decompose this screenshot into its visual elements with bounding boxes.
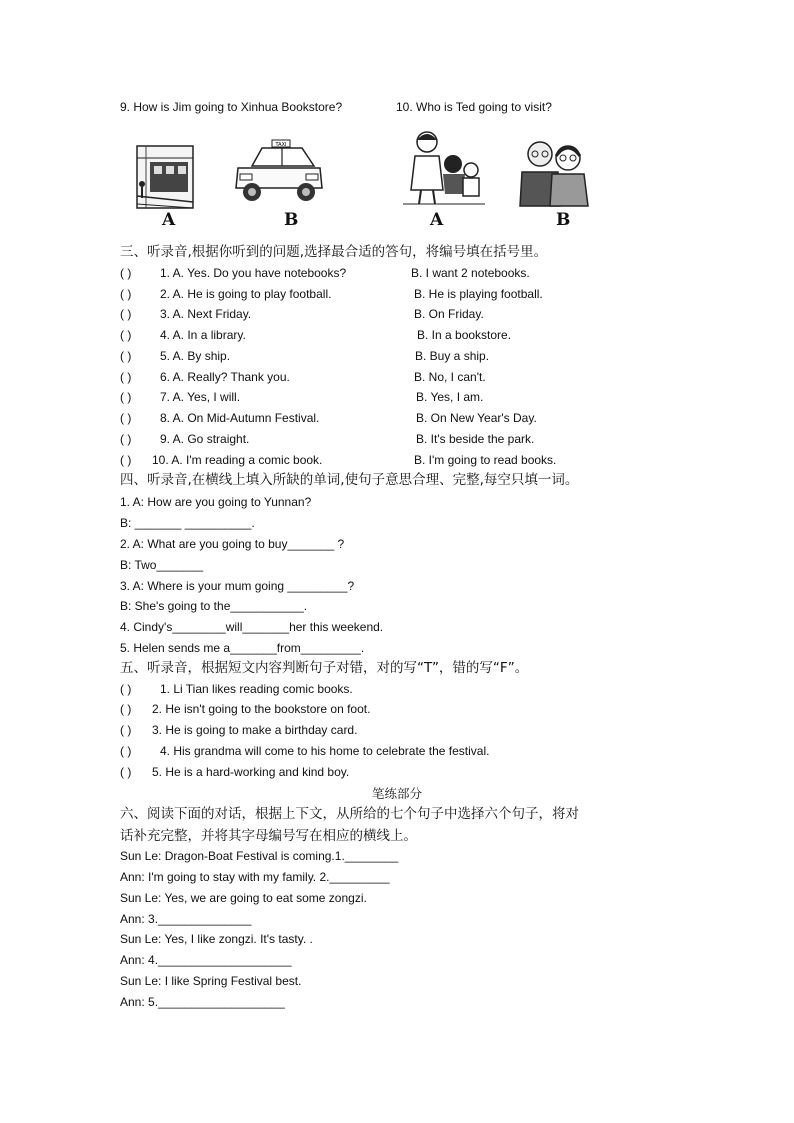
fill-line[interactable]: B: She's going to the___________. [120,599,308,613]
option-label-9a: A [162,210,176,230]
answer-paren[interactable]: ( ) [120,723,132,737]
option-a: 8. A. On Mid-Autumn Festival. [160,411,320,425]
option-b: B. Yes, I am. [416,390,484,404]
section-4-title: 四、听录音,在横线上填入所缺的单词,使句子意思合理、完整,每空只填一词。 [120,472,579,488]
written-section-heading: 笔练部分 [371,786,422,801]
dialogue-line[interactable]: Ann: 5.___________________ [120,995,285,1009]
option-b: B. He is playing football. [414,287,543,301]
answer-paren[interactable]: ( ) [120,307,132,321]
answer-paren[interactable]: ( ) [120,453,132,467]
statement-text: 3. He is going to make a birthday card. [152,723,358,737]
dialogue-line: Sun Le: I like Spring Festival best. [120,974,302,988]
option-a: 7. A. Yes, I will. [160,390,241,404]
answer-paren[interactable]: ( ) [120,328,132,342]
option-a: 2. A. He is going to play football. [160,287,332,301]
dialogue-line[interactable]: Ann: 4.____________________ [120,953,292,967]
statement-text: 5. He is a hard-working and kind boy. [152,765,350,779]
dialogue-line: Sun Le: Yes, we are going to eat some zongzi. [120,891,367,905]
dialogue-line[interactable]: Ann: 3.______________ [120,912,252,926]
fill-line[interactable]: 2. A: What are you going to buy_______ ? [120,537,345,551]
option-b: B. No, I can't. [414,370,486,384]
dialogue-line[interactable]: Ann: I'm going to stay with my family. 2._________ [120,870,390,884]
taxi-sign-text: TAXI [275,142,287,148]
dialogue-line: Sun Le: Yes, I like zongzi. It's tasty. . [120,932,313,946]
answer-paren[interactable]: ( ) [120,432,132,446]
answer-paren[interactable]: ( ) [120,390,132,404]
option-label-10a: A [430,210,444,230]
fill-line[interactable]: B: _______ __________. [120,516,255,530]
answer-paren[interactable]: ( ) [120,370,132,384]
question-9: 9. How is Jim going to Xinhua Bookstore? [120,100,343,114]
answer-paren[interactable]: ( ) [120,266,132,280]
fill-line: 1. A: How are you going to Yunnan? [120,495,312,509]
option-a: 6. A. Really? Thank you. [160,370,290,384]
statement-text: 4. His grandma will come to his home to celebrate the festival. [160,744,490,758]
option-b: B. In a bookstore. [417,328,512,342]
statement-text: 1. Li Tian likes reading comic books. [160,682,353,696]
section-3-title: 三、听录音,根据你听到的问题,选择最合适的答句，将编号填在括号里。 [120,244,548,260]
answer-paren[interactable]: ( ) [120,349,132,363]
answer-paren[interactable]: ( ) [120,702,132,716]
answer-paren[interactable]: ( ) [120,744,132,758]
dialogue-line[interactable]: Sun Le: Dragon-Boat Festival is coming.1.________ [120,849,399,863]
option-a: 9. A. Go straight. [160,432,250,446]
option-b: B. On New Year's Day. [416,411,537,425]
option-a: 3. A. Next Friday. [160,307,252,321]
answer-paren[interactable]: ( ) [120,765,132,779]
taxi-picture [232,138,326,206]
question-10: 10. Who is Ted going to visit? [396,100,552,114]
option-label-10b: B [556,210,571,230]
option-b: B. I want 2 notebooks. [411,266,530,280]
section-6-title-line1: 六、阅读下面的对话，根据上下文，从所给的七个句子中选择六个句子，将对 [120,806,579,822]
fill-line[interactable]: 5. Helen sends me a_______from_________. [120,641,365,655]
statement-text: 2. He isn't going to the bookstore on foot. [152,702,371,716]
section-6-title-line2: 话补充完整，并将其字母编号写在相应的横线上。 [120,828,417,844]
grandparents-picture [516,136,592,208]
fill-line[interactable]: 3. A: Where is your mum going _________? [120,579,355,593]
train-station-picture [136,140,194,210]
option-a: 5. A. By ship. [160,349,231,363]
answer-paren[interactable]: ( ) [120,287,132,301]
option-label-9b: B [284,210,299,230]
fill-line[interactable]: 4. Cindy's________will_______her this weekend. [120,620,384,634]
option-b: B. It's beside the park. [416,432,535,446]
option-a: 4. A. In a library. [160,328,246,342]
option-a: 10. A. I'm reading a comic book. [152,453,323,467]
fill-line[interactable]: B: Two_______ [120,558,204,572]
option-a: 1. A. Yes. Do you have notebooks? [160,266,347,280]
woman-children-picture [403,128,485,206]
option-b: B. Buy a ship. [415,349,490,363]
section-5-title: 五、听录音，根据短文内容判断句子对错，对的写“T”，错的写“F”。 [120,660,529,676]
answer-paren[interactable]: ( ) [120,411,132,425]
answer-paren[interactable]: ( ) [120,682,132,696]
option-b: B. On Friday. [414,307,484,321]
option-b: B. I'm going to read books. [414,453,557,467]
